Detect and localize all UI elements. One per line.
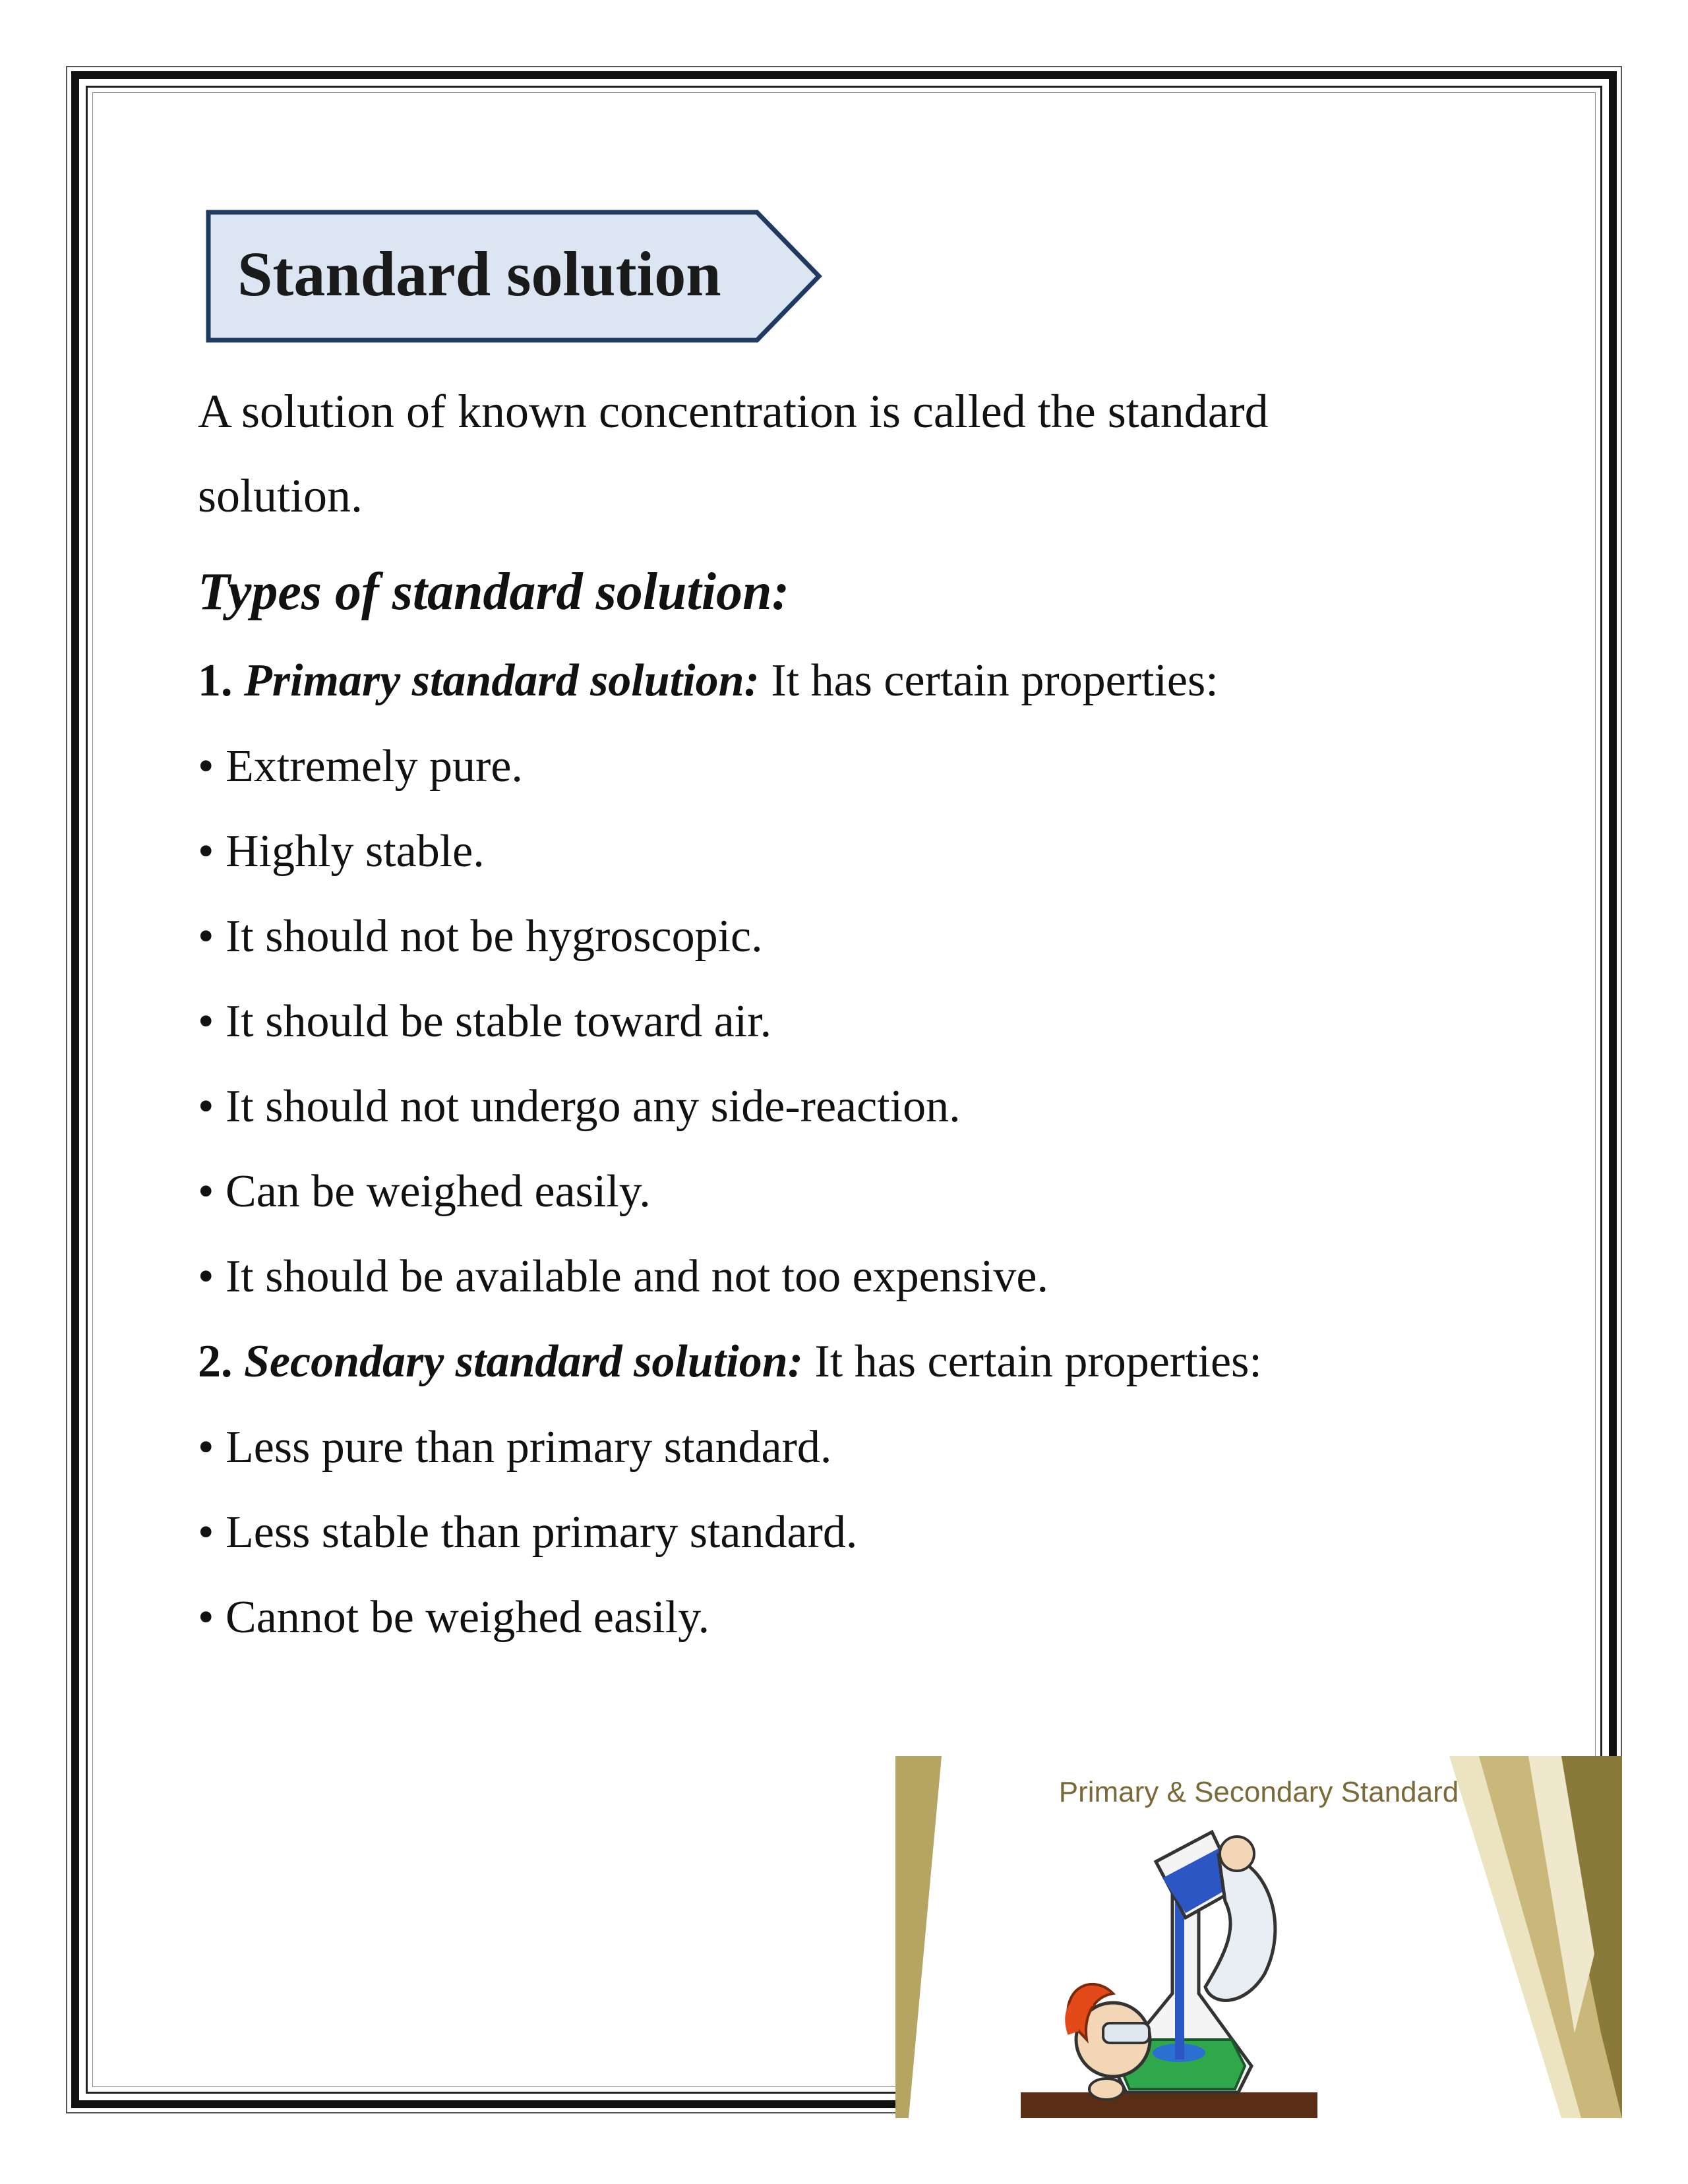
list-item (198, 1234, 1451, 1319)
bullet-icon: • (198, 1592, 214, 1643)
secondary-title: Secondary standard solution: (244, 1336, 803, 1387)
primary-heading (198, 638, 1451, 724)
list-item (198, 894, 1451, 979)
list-item (198, 1575, 1451, 1660)
bullet-icon: • (198, 911, 214, 962)
slide-image (895, 1756, 1622, 2118)
list-item (198, 809, 1451, 894)
bullet-icon: • (198, 996, 214, 1047)
list-item-text: Cannot be weighed easily. (226, 1592, 710, 1643)
secondary-heading (198, 1319, 1451, 1405)
list-item-text: Can be weighed easily. (226, 1166, 651, 1217)
heading-banner (206, 210, 826, 343)
list-item-text: It should be available and not too expensive. (226, 1251, 1049, 1302)
list-item (198, 979, 1451, 1064)
list-item-text: It should not be hygroscopic. (226, 911, 763, 962)
bullet-icon: • (198, 1166, 214, 1217)
definition-line-2: solution. (198, 469, 363, 522)
primary-number: 1. (198, 655, 233, 706)
slide-background (895, 1756, 1622, 2118)
list-item (198, 1064, 1451, 1149)
secondary-suffix: It has certain properties: (802, 1336, 1262, 1387)
list-item (198, 1490, 1451, 1575)
bullet-icon: • (198, 1081, 214, 1132)
list-item-text: It should be stable toward air. (226, 996, 772, 1047)
bullet-icon: • (198, 1507, 214, 1558)
bullet-icon: • (198, 1422, 214, 1473)
bullet-icon: • (198, 1251, 214, 1302)
slide-title: Primary & Secondary Standard (1058, 1776, 1459, 1808)
page-title: Standard solution (237, 239, 721, 309)
list-item-text: It should not undergo any side-reaction. (226, 1081, 961, 1132)
list-item-text: Less pure than primary standard. (226, 1422, 832, 1473)
list-item (198, 1149, 1451, 1234)
bullet-icon: • (198, 826, 214, 877)
types-heading: Types of standard solution: (198, 563, 790, 621)
definition-line-1: A solution of known concentration is called the standard (198, 385, 1269, 438)
list-item-text: Extremely pure. (226, 741, 523, 792)
secondary-number: 2. (198, 1336, 233, 1387)
primary-suffix: It has certain properties: (759, 655, 1219, 706)
list-item (198, 1405, 1451, 1490)
list-item (198, 724, 1451, 809)
primary-title: Primary standard solution: (244, 655, 760, 706)
list-item-text: Highly stable. (226, 826, 485, 877)
bullet-icon: • (198, 741, 214, 792)
document-body (198, 369, 1451, 1660)
list-item-text: Less stable than primary standard. (226, 1507, 858, 1558)
